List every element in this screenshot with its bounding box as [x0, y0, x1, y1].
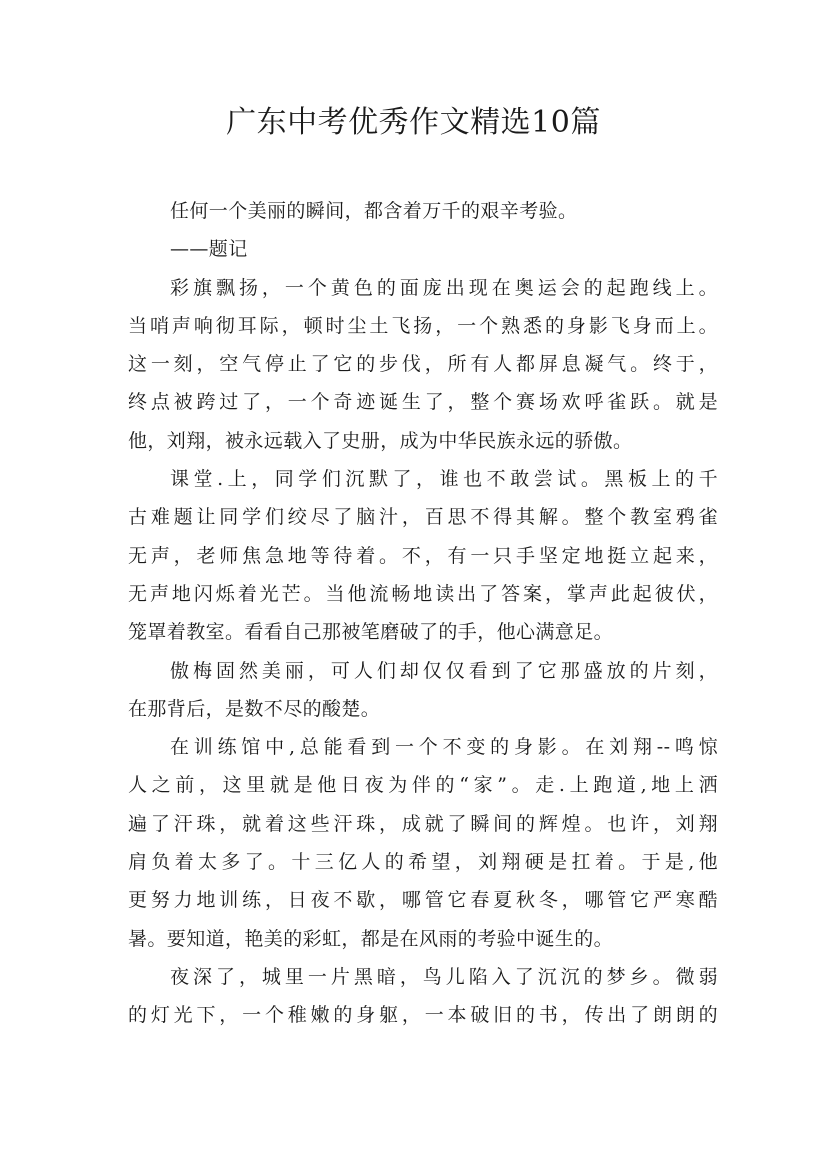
body-text-line: 暑。要知道，艳美的彩虹，都是在风雨的考验中诞生的。 [128, 927, 614, 950]
body-text-line: 这一刻，空气停止了它的步伐，所有人都屏息凝气。终于， [128, 353, 718, 376]
body-text-line: 的灯光下，一个稚嫩的身躯，一本破旧的书，传出了朗朗的 [128, 1004, 718, 1027]
body-text-line: 肩负着太多了。十三亿人的希望，刘翔硬是扛着。于是,他 [128, 851, 718, 874]
body-text-line: 人之前，这里就是他日夜为伴的“家”。走.上跑道,地上洒 [128, 774, 718, 797]
body-text-line: ——题记 [170, 238, 248, 261]
body-text-line: 古难题让同学们绞尽了脑汁，百思不得其解。整个教室鸦雀 [128, 506, 718, 529]
body-text-line: 任何一个美丽的瞬间，都含着万千的艰辛考验。 [170, 200, 578, 222]
body-text-line: 课堂.上，同学们沉默了，谁也不敢尝试。黑板上的千 [170, 468, 718, 491]
body-text-line: 彩旗飘扬，一个黄色的面庞出现在奥运会的起跑线上。 [170, 276, 718, 299]
document-body [128, 192, 718, 1035]
body-text-line: 笼罩着教室。看看自己那被笔磨破了的手，他心满意足。 [128, 621, 614, 644]
body-text-line: 遍了汗珠，就着这些汗珠，成就了瞬间的辉煌。也许，刘翔 [128, 812, 718, 835]
body-text-line: 傲梅固然美丽，可人们却仅仅看到了它那盛放的片刻， [170, 659, 718, 682]
body-text-line: 在训练馆中,总能看到一个不变的身影。在刘翔--鸣惊 [170, 736, 718, 759]
document-title: 广东中考优秀作文精选10篇 [226, 105, 601, 140]
body-text-line: 更努力地训练，日夜不歇，哪管它春夏秋冬，哪管它严寒酷 [128, 889, 718, 912]
body-text-line: 在那背后，是数不尽的酸楚。 [128, 697, 381, 720]
body-text-line: 无声地闪烁着光芒。当他流畅地读出了答案，掌声此起彼伏， [128, 582, 718, 605]
body-text-line: 夜深了，城里一片黑暗，鸟儿陷入了沉沉的梦乡。微弱 [170, 965, 718, 988]
body-text-line: 他，刘翔，被永远载入了史册，成为中华民族永远的骄傲。 [128, 429, 633, 452]
body-text-line: 当哨声响彻耳际，顿时尘土飞扬，一个熟悉的身影飞身而上。 [128, 314, 718, 337]
body-text-line: 无声，老师焦急地等待着。不，有一只手坚定地挺立起来， [128, 544, 718, 567]
body-text-line: 终点被跨过了，一个奇迹诞生了，整个赛场欢呼雀跃。就是 [128, 391, 718, 414]
